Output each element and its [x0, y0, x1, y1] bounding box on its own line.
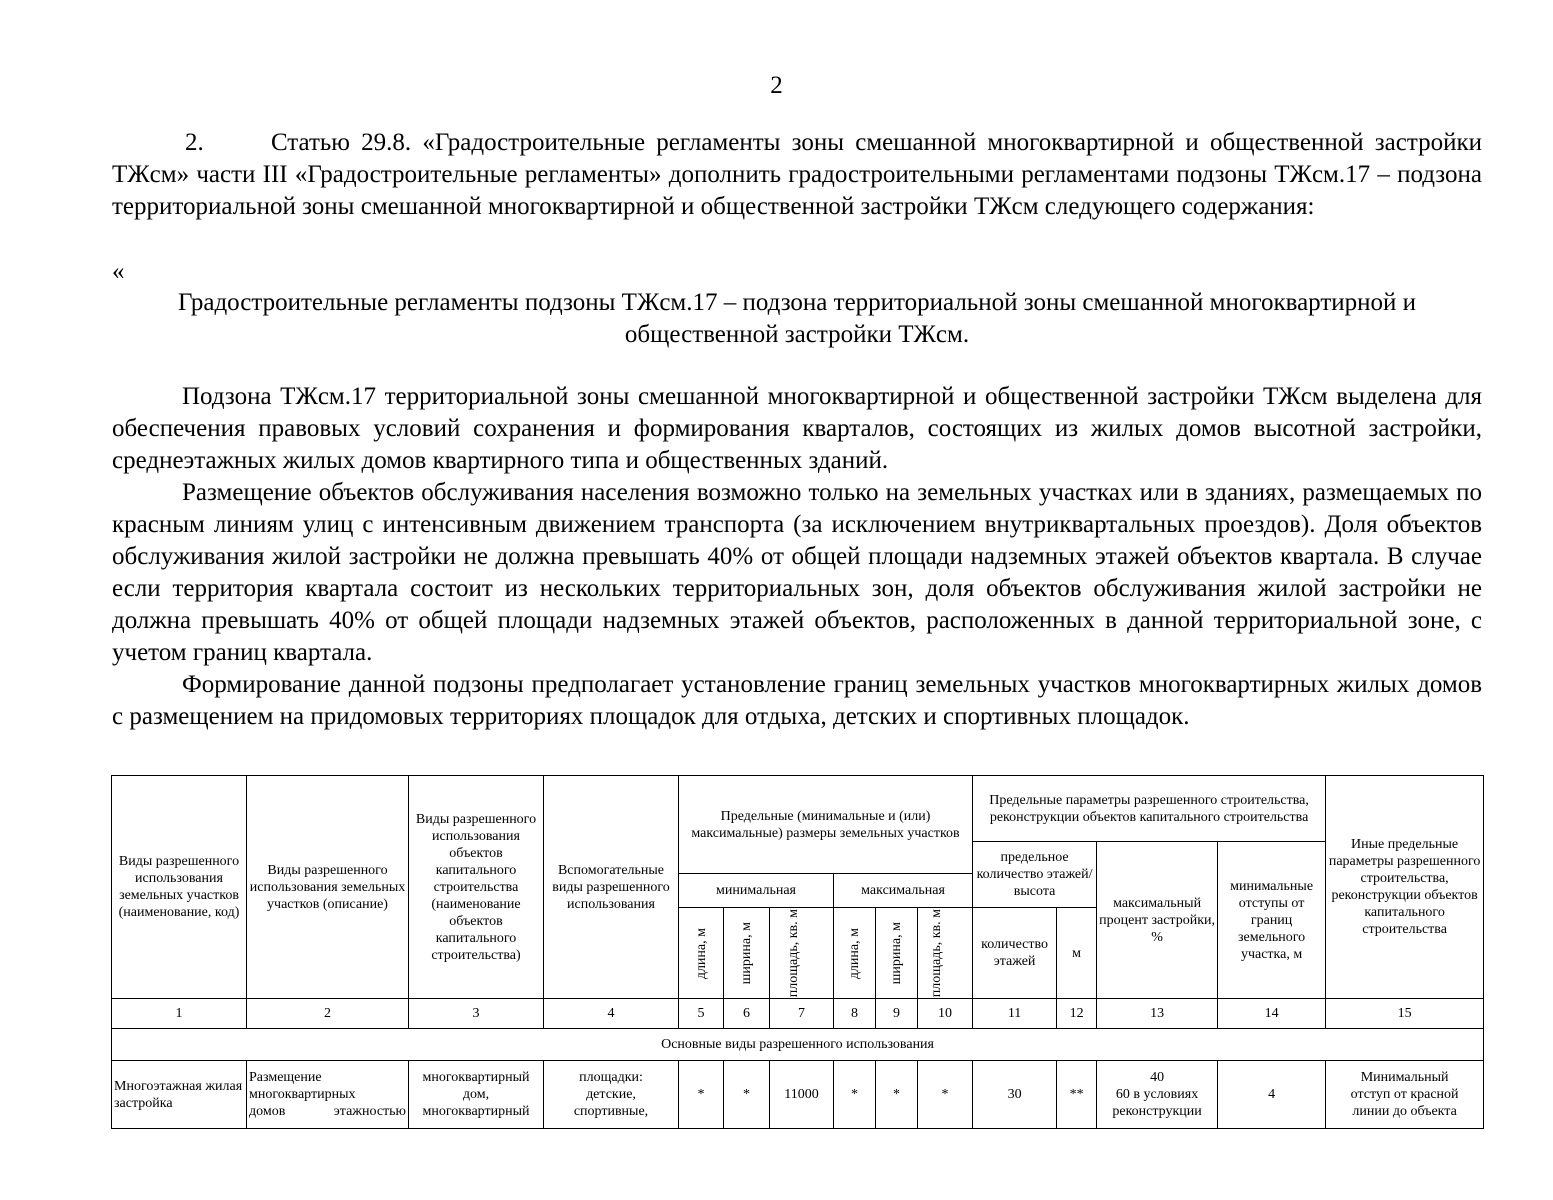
heading-line-2: общественной застройки ТЖсм. [624, 321, 970, 348]
cell-max-width: * [876, 1061, 918, 1129]
section-title: Основные виды разрешенного использования [112, 1029, 1484, 1061]
col-number: 9 [876, 999, 918, 1029]
header-col1: Виды разрешенного использования земельных участков (наименование, код) [112, 776, 247, 999]
cell-text: многоквартирный [422, 1104, 530, 1120]
cell-text: линии до объекта [1352, 1104, 1457, 1120]
col-number: 8 [834, 999, 876, 1029]
col-number: 3 [409, 999, 544, 1029]
header-setback: минимальные отступы от границ земельного участка, м [1218, 842, 1326, 999]
header-floors: количество этажей [973, 908, 1057, 999]
header-sizes-group: Предельные (минимальные и (или) максимальные) размеры земельных участков [679, 776, 973, 874]
cell-text: многоквартирных [249, 1087, 356, 1103]
page-number: 2 [770, 72, 783, 99]
opening-quote: « [112, 258, 125, 285]
cell-use-name: Многоэтажная жилая застройка [112, 1061, 247, 1129]
col-number: 7 [770, 999, 834, 1029]
cell-use-description [247, 1061, 409, 1129]
cell-auxiliary [544, 1061, 679, 1129]
header-min-area: площадь, кв. м [785, 909, 801, 998]
cell-min-width: * [724, 1061, 770, 1129]
header-max-length: длина, м [847, 927, 862, 979]
section-heading [112, 287, 1482, 351]
cell-text: реконструкции [1112, 1104, 1202, 1120]
header-max: максимальная [834, 874, 973, 908]
cell-text: детские, [586, 1087, 636, 1103]
cell-min-area: 11000 [770, 1061, 834, 1129]
header-meters: м [1057, 908, 1097, 999]
cell-min-length: * [679, 1061, 724, 1129]
cell-text: домов [249, 1104, 286, 1120]
col-number: 2 [247, 999, 409, 1029]
cell-text: отступ от красной [1350, 1087, 1459, 1103]
cell-max-area: * [918, 1061, 973, 1129]
header-min-width: ширина, м [739, 921, 754, 985]
cell-max-pct [1097, 1061, 1218, 1129]
body-paragraph: Формирование данной подзоны предполагает установление границ земельных участков многоквартирных жилых домов с размещением на придомовых территориях площадок для отдыха, детских и спортивных площадок. [112, 671, 1482, 730]
cell-text: Размещение [249, 1070, 322, 1086]
cell-other [1326, 1061, 1484, 1129]
heading-line-1: Градостроительные регламенты подзоны ТЖсм.17 – подзона территориальной зоны смешанной многоквартирной и [177, 289, 1417, 316]
col-number: 5 [679, 999, 724, 1029]
header-max-area: площадь, кв. м [929, 909, 945, 998]
cell-text: 40 [1150, 1070, 1165, 1086]
cell-floors: 30 [973, 1061, 1057, 1129]
header-other: Иные предельные параметры разрешенного строительства, реконструкции объектов капитального строительства [1326, 776, 1484, 999]
cell-text-row [249, 1103, 406, 1120]
cell-text: дом, [462, 1087, 490, 1103]
header-max-pct: максимальный процент застройки, % [1097, 842, 1218, 999]
col-number: 1 [112, 999, 247, 1029]
col-number: 15 [1326, 999, 1484, 1029]
cell-max-length: * [834, 1061, 876, 1129]
cell-text: 60 в условиях [1115, 1087, 1199, 1103]
col-number: 11 [973, 999, 1057, 1029]
intro-paragraph: 2. Статью 29.8. «Градостроительные регламенты зоны смешанной многоквартирной и общественной застройки ТЖсм» части III «Градостроительные регламенты» дополнить градостроительными регламентами подзоны ТЖсм.17 – подзона территориальной зоны смешанной многоквартирной и общественной застройки ТЖсм следующего содержания: [112, 129, 1489, 220]
cell-text: Минимальный [1360, 1070, 1449, 1086]
header-col2: Виды разрешенного использования земельных участков (описание) [247, 776, 409, 999]
cell-text: этажностью [333, 1104, 406, 1120]
cell-text: площадки: [579, 1070, 643, 1086]
header-col3: Виды разрешенного использования объектов капитального строительства (наименование объектов капитального строительства) [409, 776, 544, 999]
body-paragraph: Размещение объектов обслуживания населения возможно только на земельных участках или в зданиях, размещаемых по красным линиям улиц с интенсивным движением транспорта (за исключением внутриквартальных проездов). Доля объектов обслуживания жилой застройки не должна превышать 40% от общей площади надземных этажей объектов квартала. В случае если территория квартала состоит из нескольких территориальных зон, доля объектов обслуживания жилой застройки не должна превышать 40% от общей площади надземных этажей объектов, расположенных в данной территориальной зоне, с учетом границ квартала. [112, 479, 1482, 666]
body-paragraph: Подзона ТЖсм.17 территориальной зоны смешанной многоквартирной и общественной застройки ТЖсм выделена для обеспечения правовых условий сохранения и формирования кварталов, состоящих из жилых домов высотной застройки, среднеэтажных жилых домов квартирного типа и общественных зданий. [112, 383, 1482, 474]
col-number: 13 [1097, 999, 1218, 1029]
col-number: 12 [1057, 999, 1097, 1029]
cell-text: спортивные, [573, 1104, 649, 1120]
cell-text: многоквартирный [422, 1070, 530, 1086]
header-floors-group: предельное количество этажей/высота [973, 842, 1097, 908]
cell-object-types [409, 1061, 544, 1129]
header-max-width: ширина, м [889, 921, 904, 985]
table-row [112, 1061, 1484, 1129]
col-number: 10 [918, 999, 973, 1029]
cell-setback: 4 [1218, 1061, 1326, 1129]
header-col4: Вспомогательные виды разрешенного использования [544, 776, 679, 999]
col-number: 14 [1218, 999, 1326, 1029]
col-number: 6 [724, 999, 770, 1029]
cell-height: ** [1057, 1061, 1097, 1129]
column-number-row [112, 999, 1484, 1029]
header-min: минимальная [679, 874, 834, 908]
header-params-group: Предельные параметры разрешенного строительства, реконструкции объектов капитального строительства [973, 776, 1326, 842]
intro-section [112, 127, 1489, 223]
col-number: 4 [544, 999, 679, 1029]
header-min-length: длина, м [693, 927, 709, 979]
body-text [112, 381, 1482, 733]
regulations-table [111, 775, 1484, 1129]
